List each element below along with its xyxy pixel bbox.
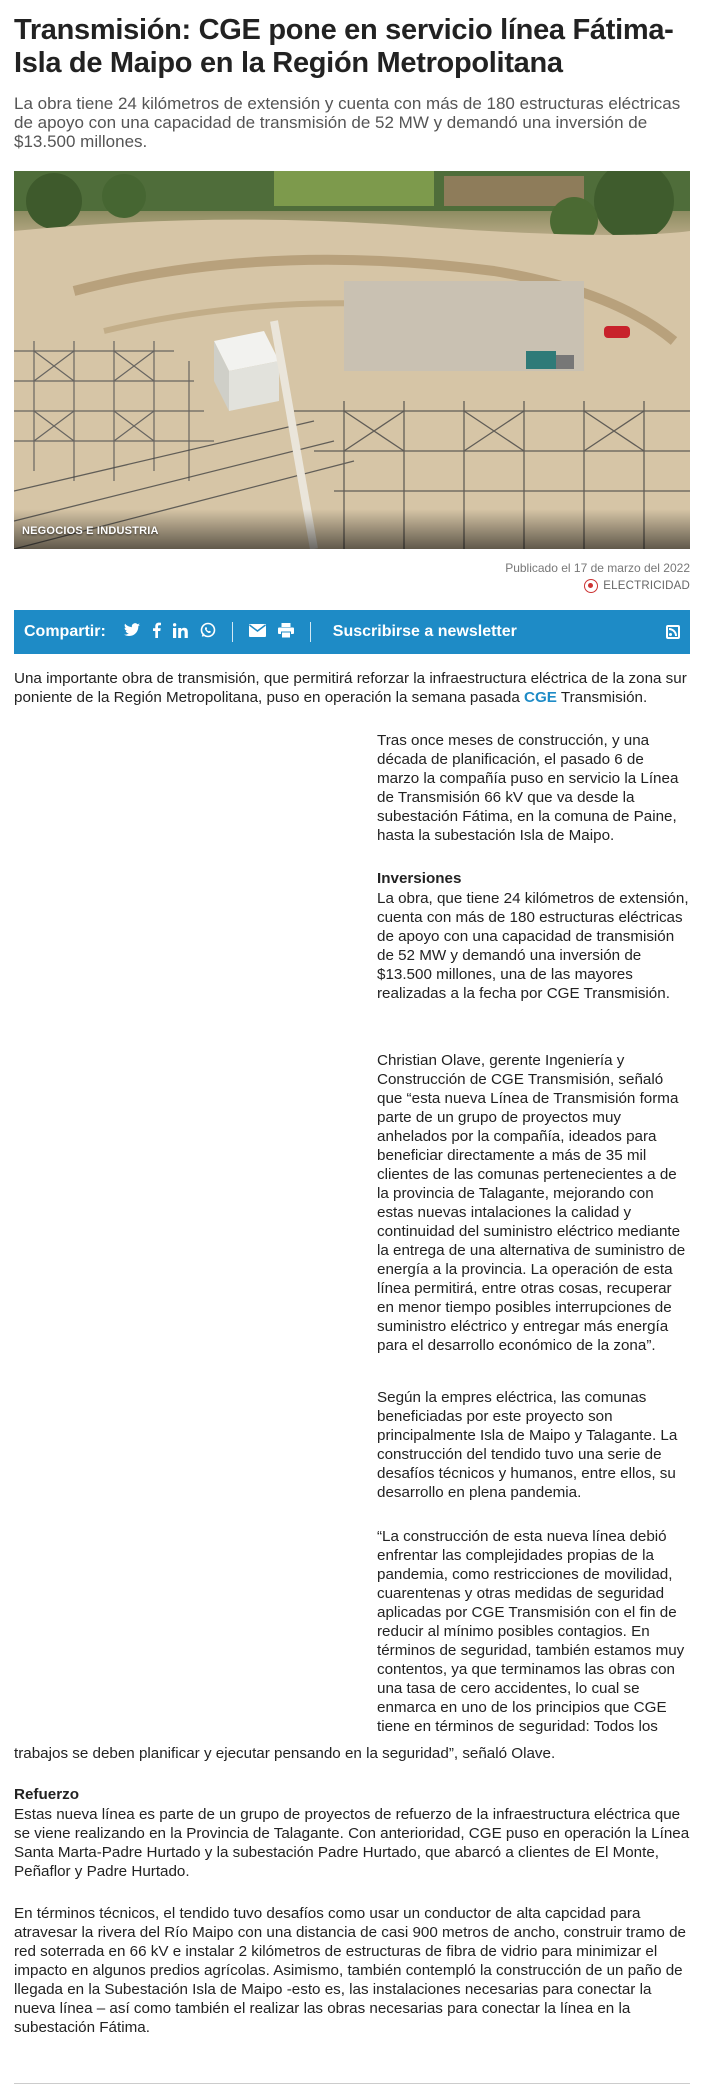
facebook-icon[interactable] [152,622,161,642]
paragraph-pandemia: “La construcción de esta nueva línea debió enfrentar las complejidades propias de la pandemia, como restricciones de movilidad, cuarentenas y otras medidas de seguridad aplicadas por CGE Transmisión con el fin de reducir al mínimo posibles contagios. En términos de seguridad, también estamos muy contentos, ya que terminamos las obras con una tasa de cero accidentes, lo cual se enmarca en uno de los principios que CGE tiene en términos de seguridad: Todos los [377,1528,685,1735]
heading-inversiones: Inversiones [377,870,462,887]
share-icons [124,622,517,642]
share-separator [232,622,233,642]
rss-icon[interactable] [666,625,680,639]
heading-refuerzo: Refuerzo [14,1786,79,1803]
paragraph-olave-quote: Christian Olave, gerente Ingeniería y Construcción de CGE Transmisión, señaló que “esta nueva Línea de Transmisión forma parte de un grupo de proyectos muy anhelados por la compañía, ideados para beneficiar directamente a más de 35 mil clientes de las comunas pertenecientes a de la provincia de Talagante, mejorando con estas nuevas intalaciones la calidad y continuidad del suministro eléctrico mediante la entrega de una alternativa de suministro de energía a la provincia. La operación de esta línea permitirá, entre otras cosas, recuperar en menor tiempo posibles interrupciones de suministro eléctrico y entregar más energía para el desarrollo económico de la zona”. [377,1052,686,1354]
share-bar [14,610,690,654]
footer-divider [14,2083,690,2084]
intro-paragraph [14,669,690,707]
paragraph-refuerzo: Estas nueva línea es parte de un grupo de proyectos de refuerzo de la infraestructura eléctrica que se viene realizando en la Provincia de Talagante. Con anterioridad, CGE puso en operación la Línea Santa Marta-Padre Hurtado y la subestación Padre Hurtado, que abarcó a clientes de El Monte, Peñaflor y Padre Hurtado. [14,1806,690,1880]
hero-caption-bar [14,509,690,549]
paragraph-comunas: Según la empres eléctrica, las comunas beneficiadas por este proyecto son principalmente Isla de Maipo y Talagante. La construcción del tendido tuvo una serie de desafíos técnicos y humanos, entre ellos, su desarrollo en plena pandemia. [377,1389,678,1501]
paragraph-inversiones: La obra, que tiene 24 kilómetros de extensión, cuenta con más de 180 estructuras eléctricas de apoyo con una capacidad de transmisión de 52 MW y demandó una inversión de $13.500 millones, una de las mayores realizadas a la fecha por CGE Transmisión. [377,890,689,1002]
category-tag[interactable] [584,579,690,593]
hero-category-label[interactable]: NEGOCIOS E INDUSTRIA [22,525,159,537]
category-dot-icon [584,579,598,593]
intro-text-end: Transmisión. [556,689,648,706]
paragraph-pandemia-end: trabajos se deben planificar y ejecutar pensando en la seguridad”, señaló Olave. [14,1745,556,1762]
intro-text: Una importante obra de transmisión, que permitirá reforzar la infraestructura eléctrica de la zona sur poniente de la Región Metropolitana, puso en operación la semana pasada [14,670,687,706]
cge-link[interactable]: CGE [523,689,557,706]
published-date: Publicado el 17 de marzo del 2022 [505,561,690,575]
article-title: Transmisión: CGE pone en servicio línea Fátima-Isla de Maipo en la Región Metropolitana [14,14,674,79]
twitter-icon[interactable] [124,623,140,641]
email-icon[interactable] [249,624,266,641]
category-label[interactable]: ELECTRICIDAD [603,580,690,592]
article-subtitle: La obra tiene 24 kilómetros de extensión y cuenta con más de 180 estructuras eléctricas de apoyo con una capacidad de transmisión de 52 MW y demandó una inversión de $13.500 millones. [14,94,681,151]
substation-photo [14,171,690,549]
linkedin-icon[interactable] [173,623,188,642]
paragraph-tecnico: En términos técnicos, el tendido tuvo desafíos como usar un conductor de alta capcidad para atravesar la rivera del Río Maipo con una distancia de casi 900 metros de ancho, construir tramo de red soterrada en 66 kV e instalar 2 kilómetros de estructuras de fibra de vidrio para minimizar el impacto en algunos predios agrícolas. Asimismo, también contempló la construcción de un paño de llegada en la Subestación Isla de Maipo -esto es, las instalaciones necesarias para conectar la nueva línea – así como también el realizar las obras necesarias para conectar la línea en la subestación Fátima. [14,1905,686,2036]
share-separator-2 [310,622,311,642]
whatsapp-icon[interactable] [200,622,216,642]
share-label: Compartir: [24,623,106,640]
paragraph-construction: Tras once meses de construcción, y una década de planificación, el pasado 6 de marzo la compañía puso en servicio la Línea de Transmisión 66 kV que va desde la subestación Fátima, en la comuna de Paine, hasta la subestación Isla de Maipo. [377,732,679,844]
print-icon[interactable] [278,623,294,642]
hero-image[interactable] [14,171,690,549]
newsletter-link[interactable]: Suscribirse a newsletter [332,623,517,640]
